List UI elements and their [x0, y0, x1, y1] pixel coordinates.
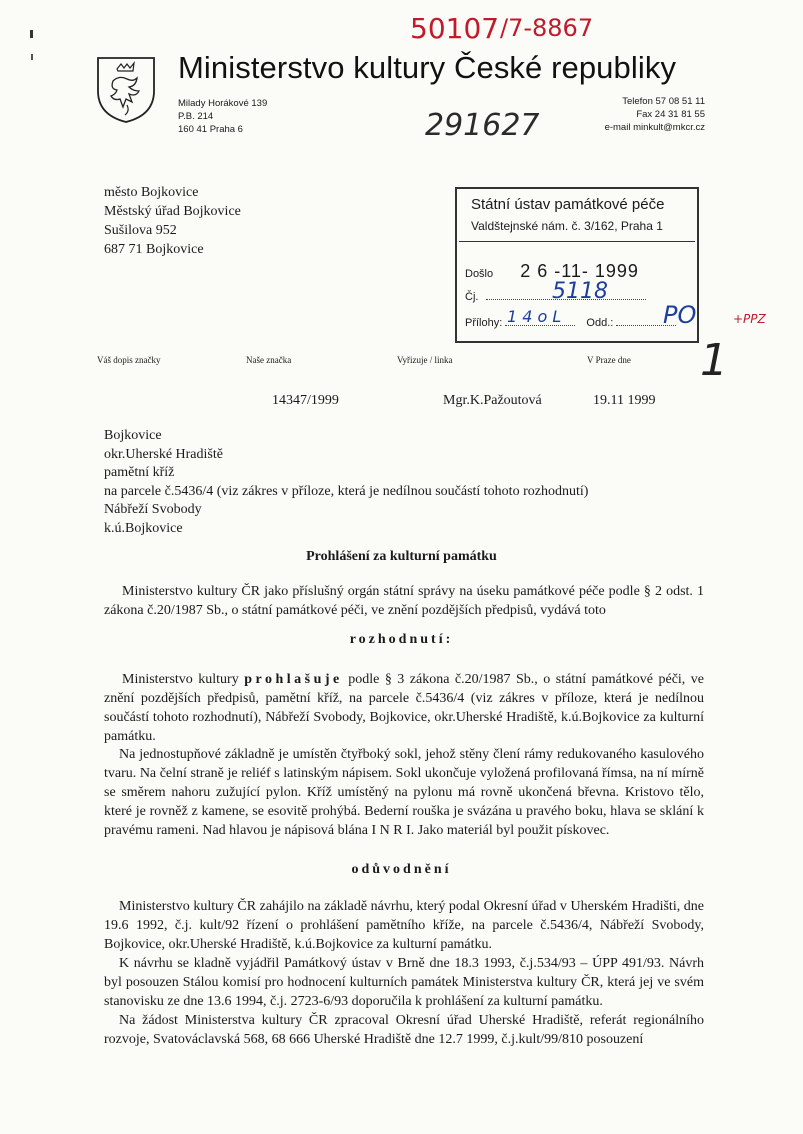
description-paragraph — [104, 745, 704, 840]
letter-date: 19.11 1999 — [593, 393, 656, 408]
handwritten-stamp-number: 1 — [700, 335, 728, 386]
address-line: Milady Horákové 139 — [178, 98, 268, 109]
ministry-title: Ministerstvo kultury České republiky — [178, 50, 677, 85]
stamp-title: Státní ústav památkové péče — [471, 196, 665, 213]
subject-block — [104, 427, 588, 538]
subject-line: Bojkovice — [104, 428, 162, 443]
justification-paragraph-2 — [104, 954, 704, 1011]
phone-number: Telefon 57 08 51 11 — [622, 96, 705, 107]
label-handled-by: Vyřizuje / linka — [397, 355, 453, 365]
ministry-contact — [605, 95, 705, 134]
recipient-line: město Bojkovice — [104, 185, 199, 200]
address-line: P.B. 214 — [178, 111, 214, 122]
decision-text-post: podle § 3 zákona č.20/1987 Sb., o státní památkové péči, ve znění pozdějších předpisů, pamětní kříž, na parcele č.5436/4 (viz zákres v příloze, která je nedílnou součástí tohoto rozhodnutí), Nábřeží Svobody, Bojkovice, okr.Uherské Hradiště, k.ú.Bojkovice za kulturní památku. — [104, 672, 704, 744]
recipient-line: Sušilova 952 — [104, 223, 177, 238]
description-text: Na jednostupňové základně je umístěn čtyřboký sokl, jehož stěny člení rámy redukovaného kasulového tvaru. Na čelní straně je reliéf s latinským nápisem. Sokl ukončuje vyložená profilovaná římsa, na ní mírně se směrem nahoru zužující pylon. Kříž umístěný na pylonu má rovně ukončená břevna. Kristovo tělo, které je rovněž z kamene, se esovitě prohýbá. Bederní rouška je svázána u pravého boku, hlava se sklání k pravému rameni. Nad hlavou je nápisová blána I N R I. Jako materiál byl použit pískovec. — [104, 747, 704, 838]
received-stamp — [455, 187, 699, 343]
decision-heading: rozhodnutí: — [349, 632, 454, 647]
recipient-line: 687 71 Bojkovice — [104, 242, 204, 257]
subject-line: Nábřeží Svobody — [104, 502, 202, 517]
recipient-line: Městský úřad Bojkovice — [104, 204, 241, 219]
stamp-dept-value: PO — [663, 301, 697, 329]
handwritten-registry-suffix: /7-8867 — [500, 14, 594, 42]
address-line: 160 41 Praha 6 — [178, 124, 243, 135]
justification-text-1: Ministerstvo kultury ČR zahájilo na základě návrhu, který podal Okresní úřad v Uherském Hradišti, dne 19.6 1992, č.j. kult/92 řízení o prohlášení pamětního kříže, na parcele č.5436/4, Nábřeží Svobody, Bojkovice, okr.Uherské Hradiště, k.ú.Bojkovice za kulturní památku. — [104, 899, 704, 952]
document-title: Prohlášení za kulturní památku — [306, 549, 497, 564]
justification-paragraph-1 — [104, 897, 704, 954]
stamp-dept-label: Odd.: — [586, 317, 614, 329]
stamp-ref-label: Čj. — [465, 291, 479, 303]
justification-text-2: K návrhu se kladně vyjádřil Památkový ústav v Brně dne 18.3 1993, č.j.534/93 – ÚPP 491/93. Návrh byl posouzen Stálou komisí pro hodnocení kulturních památek Ministerstva kultury ČR, která jej ve svém stanovisku ze dne 13.6 1994, č.j. 2723-6/93 doporučila k prohlášení za kulturní památku. — [104, 956, 704, 1009]
stamp-attachments-label: Přílohy: — [465, 317, 503, 329]
decision-verb: prohlašuje — [244, 672, 343, 687]
our-reference-number: 14347/1999 — [272, 393, 339, 408]
handled-by-name: Mgr.K.Pažoutová — [443, 393, 542, 408]
email-address: e-mail minkult@mkcr.cz — [604, 122, 705, 133]
stamp-divider — [459, 241, 695, 242]
coat-of-arms-logo — [95, 55, 157, 125]
stamp-address: Valdštejnské nám. č. 3/162, Praha 1 — [471, 219, 663, 233]
handwritten-file-number: 291627 — [425, 108, 540, 143]
subject-line: na parcele č.5436/4 (viz zákres v příloze, která je nedílnou součástí tohoto rozhodnutí) — [104, 483, 589, 499]
margin-mark — [30, 30, 33, 38]
label-our-ref: Naše značka — [246, 355, 292, 365]
fax-number: Fax 24 31 81 55 — [636, 109, 705, 120]
intro-paragraph — [104, 582, 704, 620]
stamp-attachments-value: 1 4 o L — [507, 307, 562, 326]
decision-text-pre: Ministerstvo kultury — [122, 672, 245, 687]
margin-mark — [31, 54, 33, 60]
label-place-date: V Praze dne — [587, 355, 631, 365]
justification-paragraph-3 — [104, 1011, 704, 1049]
ministry-address — [178, 97, 267, 136]
justification-text-3: Na žádost Ministerstva kultury ČR zpracoval Okresní úřad Uherské Hradiště, referát regionálního rozvoje, Svatováclavská 568, 68 666 Uherské Hradiště dne 12.7 1999, č.j.kult/99/810 posouzení — [104, 1013, 704, 1047]
subject-line: k.ú.Bojkovice — [104, 520, 183, 536]
stamp-received-date: 2 6 -11- 1999 — [520, 261, 639, 281]
handwritten-ppz-note: +PPZ — [733, 312, 766, 326]
handwritten-registry-number: 50107 — [410, 12, 500, 45]
label-your-letter: Váš dopis značky — [97, 355, 161, 365]
intro-text: Ministerstvo kultury ČR jako příslušný orgán státní správy na úseku památkové péče podle § 2 odst. 1 zákona č.20/1987 Sb., o státní památkové péči, ve znění pozdějších předpisů, vydává toto — [104, 584, 704, 618]
recipient-address — [104, 183, 241, 259]
stamp-received-label: Došlo — [465, 268, 494, 280]
subject-line: pamětní kříž — [104, 465, 175, 480]
stamp-ref-value: 5118 — [552, 279, 608, 304]
decision-paragraph — [104, 670, 704, 746]
stamp-attachments-row — [465, 317, 695, 329]
justification-heading: odůvodnění — [351, 862, 452, 877]
subject-line: okr.Uherské Hradiště — [104, 446, 223, 462]
